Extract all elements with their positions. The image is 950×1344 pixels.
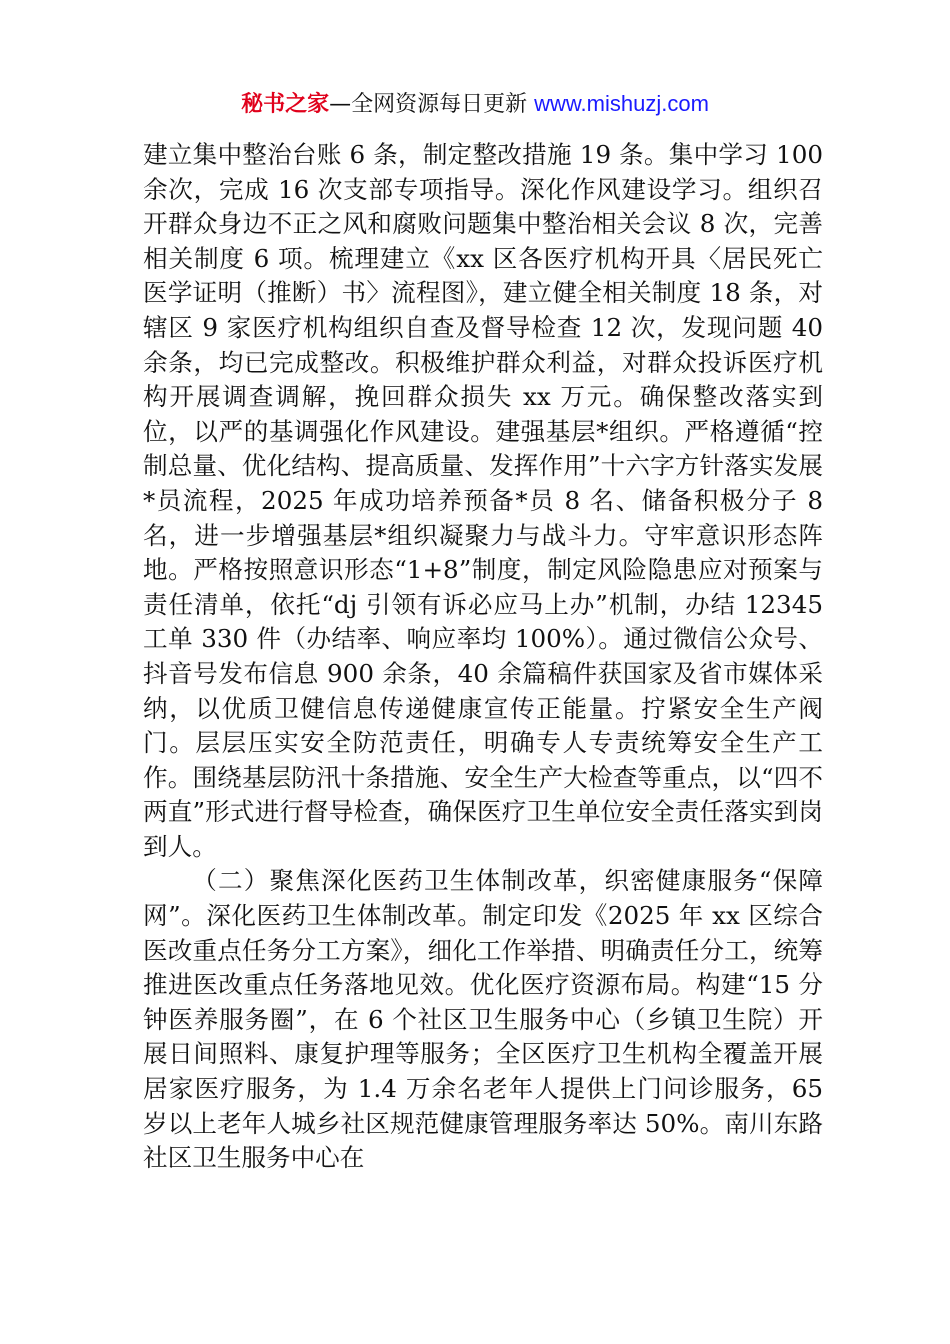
brand-name: 秘书之家 (241, 92, 330, 117)
document-body (143, 138, 823, 1176)
header-tagline: —全网资源每日更新 (329, 92, 535, 117)
site-header (0, 88, 950, 121)
body-paragraph: 建立集中整治台账 6 条，制定整改措施 19 条。集中学习 100 余次，完成 16 次支部专项指导。深化作风建设学习。组织召开群众身边不正之风和腐败问题集中整治相关会议 8 次，完善相关制度 6 项。梳理建立《xx 区各医疗机构开具〈居民死亡医学证明（推断）书〉流程图》，建立健全相关制度 18 条，对辖区 9 家医疗机构组织自查及督导检查 12 次，发现问题 40 余条，均已完成整改。积极维护群众利益，对群众投诉医疗机构开展调查调解，挽回群众损失 xx 万元。确保整改落实到位，以严的基调强化作风建设。建强基层*组织。严格遵循“控制总量、优化结构、提高质量、发挥作用”十六字方针落实发展*员流程，2025 年成功培养预备*员 8 名、储备积极分子 8 名，进一步增强基层*组织凝聚力与战斗力。守牢意识形态阵地。严格按照意识形态“1+8”制度，制定风险隐患应对预案与责任清单，依托“dj 引领有诉必应马上办”机制，办结 12345 工单 330 件（办结率、响应率均 100%）。通过微信公众号、抖音号发布信息 900 余条，40 余篇稿件获国家及省市媒体采纳，以优质卫健信息传递健康宣传正能量。拧紧安全生产阀门。层层压实安全防范责任，明确专人专责统筹安全生产工作。围绕基层防汛十条措施、安全生产大检查等重点，以“四不两直”形式进行督导检查，确保医疗卫生单位安全责任落实到岗到人。 (143, 140, 823, 861)
body-paragraph: （二）聚焦深化医药卫生体制改革，织密健康服务“保障网”。深化医药卫生体制改革。制定印发《2025 年 xx 区综合医改重点任务分工方案》，细化工作举措、明确责任分工，统筹推进医改重点任务落地见效。优化医疗资源布局。构建“15 分钟医养服务圈”，在 6 个社区卫生服务中心（乡镇卫生院）开展日间照料、康复护理等服务；全区医疗卫生机构全覆盖开展居家医疗服务，为 1.4 万余名老年人提供上门问诊服务，65 岁以上老年人城乡社区规范健康管理服务率达 50%。南川东路社区卫生服务中心在 (143, 866, 823, 1173)
site-url-link[interactable]: www.mishuzj.com (534, 91, 709, 116)
